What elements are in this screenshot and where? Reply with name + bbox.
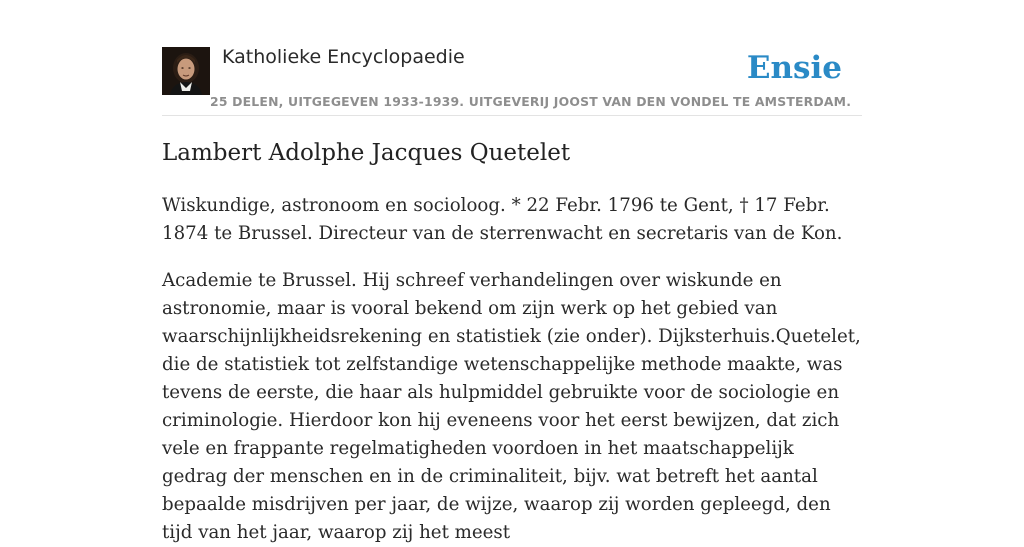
article-paragraph-2: Academie te Brussel. Hij schreef verhandelingen over wiskunde en astronomie, maar is vooral bekend om zijn werk op het gebied van waarschijnlijkheidsrekening en statistiek (zie onder). Dijksterhuis.Quetelet, die de statistiek tot zelfstandige wetenschappelijke methode maakte, was tevens de eerste, die haar als hulpmiddel gebruikte voor de sociologie en criminologie. Hierdoor kon hij eveneens voor het eerst bewijzen, dat zich vele en frappante regelmatigheden voordoen in het maatschappelijk gedrag der menschen en in de criminaliteit, bijv. wat betreft het aantal bepaalde misdrijven per jaar, de wijze, waarop zij worden gepleegd, den tijd van het jaar, waarop zij het meest [162,270,861,543]
source-header [162,44,862,116]
portrait-avatar-image [162,47,210,95]
brand-logo[interactable]: Ensie [746,50,842,86]
portrait-avatar[interactable] [162,47,210,95]
source-title[interactable]: Katholieke Encyclopaedie [222,46,465,68]
source-subtitle: 25 DELEN, UITGEGEVEN 1933-1939. UITGEVERIJ JOOST VAN DEN VONDEL TE AMSTERDAM. [210,94,852,109]
article-title: Lambert Adolphe Jacques Quetelet [162,140,571,166]
article-paragraph-1: Wiskundige, astronoom en socioloog. * 22 Febr. 1796 te Gent, † 17 Febr. 1874 te Brussel. Directeur van de sterrenwacht en secretaris van de Kon. [162,195,843,244]
